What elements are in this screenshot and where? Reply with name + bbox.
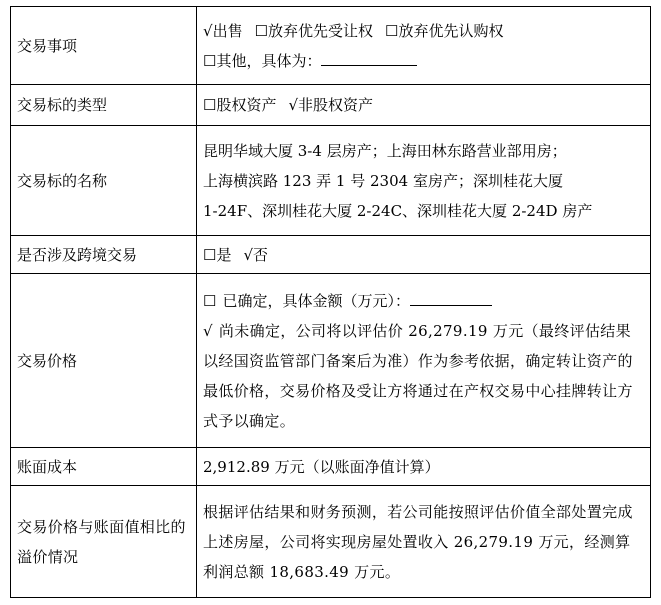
label-cross-border: 是否涉及跨境交易 [11,236,197,274]
value-asset-name [197,126,651,236]
value-premium [197,486,651,598]
label-asset-name: 交易标的名称 [11,126,197,236]
premium-text: 根据评估结果和财务预测，若公司能按照评估价值全部处置完成上述房屋，公司将实现房屋处置收入 26,279.19 万元，经测算利润总额 18,683.49 万元。 [203,502,633,581]
row-book-cost [11,448,651,486]
label-asset-type: 交易标的类型 [11,85,197,126]
value-asset-type [197,85,651,126]
checked-mark: √ [288,96,299,114]
option-equity-asset: ☐股权资产 [203,96,277,114]
row-asset-type [11,85,651,126]
option-non-equity-asset: √非股权资产 [288,96,374,114]
price-determined: ☐ 已确定，具体金额（万元）： [203,286,644,316]
checked-mark: √ [203,21,213,40]
asset-name-line: 昆明华域大厦 3-4 层房产；上海田林东路营业部用房； [203,141,567,160]
label-premium: 交易价格与账面值相比的溢价情况 [11,486,197,598]
blank-fill-line [410,291,492,306]
value-book-cost: 2,912.89 万元（以账面净值计算） [197,448,651,486]
value-transaction-type [197,7,651,85]
transaction-type-options [203,16,644,46]
label-price: 交易价格 [11,274,197,448]
asset-name-line: 上海横滨路 123 弄 1 号 2304 室房产；深圳桂花大厦 [203,171,563,190]
row-cross-border [11,236,651,274]
price-undetermined [203,316,644,436]
option-other: ☐其他，具体为： [203,46,644,76]
transaction-info-table [10,6,651,598]
option-waive-preemptive-transfer: ☐放弃优先受让权 [254,21,374,40]
row-transaction-type [11,7,651,85]
label-transaction-type: 交易事项 [11,7,197,85]
value-price [197,274,651,448]
option-yes: ☐是 [203,245,232,264]
option-no: √否 [243,245,269,264]
checked-mark: √ [243,245,254,264]
checkbox-icon: ☐ [203,96,217,114]
checkbox-icon: ☐ [254,21,269,40]
asset-name-line: 1-24F、深圳桂花大厦 2-24C、深圳桂花大厦 2-24D 房产 [203,201,593,220]
price-undetermined-text: 尚未确定，公司将以评估价 26,279.19 万元（最终评估结果以经国资监管部门备案后为准）作为参考依据，确定转让资产的最低价格，交易价格及受让方将通过在产权交易中心挂牌转让方式予以确定。 [203,321,633,430]
checked-mark: √ [203,321,213,340]
blank-fill-line [321,51,417,66]
option-waive-preemptive-subscription: ☐放弃优先认购权 [385,21,504,40]
value-cross-border [197,236,651,274]
option-sell: √出售 [203,21,243,40]
checkbox-icon: ☐ [203,51,217,70]
checkbox-icon: ☐ [203,245,217,264]
label-book-cost: 账面成本 [11,448,197,486]
row-price [11,274,651,448]
checkbox-icon: ☐ [203,291,217,310]
row-asset-name [11,126,651,236]
checkbox-icon: ☐ [385,21,399,40]
row-premium [11,486,651,598]
